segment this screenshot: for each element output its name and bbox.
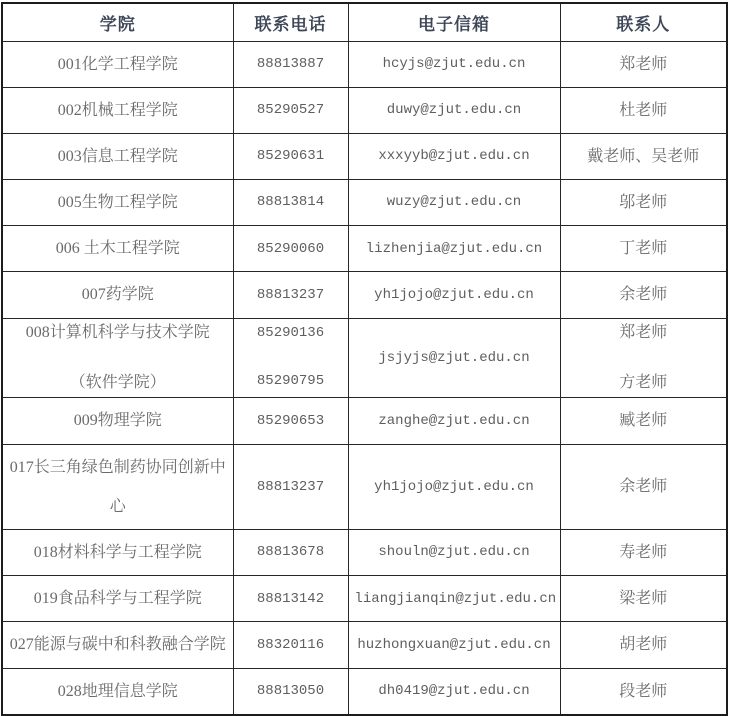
contact-cell	[560, 318, 727, 398]
cell-line: 85290795	[256, 373, 325, 390]
phone-cell: 85290653	[233, 398, 348, 444]
cell-line: 郑老师	[619, 323, 668, 341]
table-row	[2, 87, 727, 133]
email-cell: duwy@zjut.edu.cn	[348, 87, 560, 133]
table-row	[2, 576, 727, 622]
table-row	[2, 272, 727, 318]
email-cell: zanghe@zjut.edu.cn	[348, 398, 560, 444]
email-cell: yh1jojo@zjut.edu.cn	[348, 444, 560, 529]
header-phone: 联系电话	[233, 3, 348, 41]
phone-cell: 88813887	[233, 41, 348, 87]
contact-cell: 余老师	[560, 444, 727, 529]
phone-cell: 88813678	[233, 529, 348, 575]
phone-cell: 85290527	[233, 87, 348, 133]
table-row	[2, 529, 727, 575]
cell-line: 方老师	[619, 374, 668, 392]
header-row	[2, 3, 727, 41]
college-cell: 002机械工程学院	[2, 87, 233, 133]
phone-cell: 88813237	[233, 444, 348, 529]
college-cell	[2, 318, 233, 398]
email-cell: wuzy@zjut.edu.cn	[348, 180, 560, 226]
contact-cell: 寿老师	[560, 529, 727, 575]
college-cell: 003信息工程学院	[2, 133, 233, 179]
cell-line: 85290136	[256, 325, 325, 342]
contact-table	[1, 2, 728, 716]
email-cell: xxxyyb@zjut.edu.cn	[348, 133, 560, 179]
contact-cell: 余老师	[560, 272, 727, 318]
college-cell: 001化学工程学院	[2, 41, 233, 87]
table-row	[2, 180, 727, 226]
email-cell: yh1jojo@zjut.edu.cn	[348, 272, 560, 318]
email-cell: jsjyjs@zjut.edu.cn	[348, 318, 560, 398]
table-row	[2, 398, 727, 444]
contact-cell: 杜老师	[560, 87, 727, 133]
college-cell: 028地理信息学院	[2, 668, 233, 715]
college-cell: 009物理学院	[2, 398, 233, 444]
phone-cell	[233, 318, 348, 398]
email-cell: liangjianqin@zjut.edu.cn	[348, 576, 560, 622]
college-cell: 005生物工程学院	[2, 180, 233, 226]
table-row	[2, 133, 727, 179]
phone-cell: 85290631	[233, 133, 348, 179]
cell-line: （软件学院）	[69, 374, 166, 392]
email-cell: shouln@zjut.edu.cn	[348, 529, 560, 575]
phone-cell: 88813050	[233, 668, 348, 715]
phone-cell: 85290060	[233, 226, 348, 272]
contact-cell: 邬老师	[560, 180, 727, 226]
email-cell: lizhenjia@zjut.edu.cn	[348, 226, 560, 272]
email-cell: huzhongxuan@zjut.edu.cn	[348, 622, 560, 668]
table-row	[2, 622, 727, 668]
contact-cell: 臧老师	[560, 398, 727, 444]
contact-cell: 丁老师	[560, 226, 727, 272]
table-body	[2, 41, 727, 715]
table-row	[2, 668, 727, 715]
contact-cell: 段老师	[560, 668, 727, 715]
phone-cell: 88813814	[233, 180, 348, 226]
contact-cell: 梁老师	[560, 576, 727, 622]
header-email: 电子信箱	[348, 3, 560, 41]
contact-cell: 郑老师	[560, 41, 727, 87]
college-cell: 019食品科学与工程学院	[2, 576, 233, 622]
college-cell: 006 土木工程学院	[2, 226, 233, 272]
college-cell: 017长三角绿色制药协同创新中心	[2, 444, 233, 529]
college-cell: 007药学院	[2, 272, 233, 318]
phone-cell: 88813142	[233, 576, 348, 622]
table-header	[2, 3, 727, 41]
header-contact: 联系人	[560, 3, 727, 41]
email-cell: dh0419@zjut.edu.cn	[348, 668, 560, 715]
header-college: 学院	[2, 3, 233, 41]
phone-cell: 88813237	[233, 272, 348, 318]
college-cell: 018材料科学与工程学院	[2, 529, 233, 575]
table-row	[2, 318, 727, 398]
email-cell: hcyjs@zjut.edu.cn	[348, 41, 560, 87]
cell-line: 008计算机科学与技术学院	[25, 323, 210, 341]
contact-cell: 胡老师	[560, 622, 727, 668]
table-row	[2, 226, 727, 272]
table-row	[2, 444, 727, 529]
college-cell: 027能源与碳中和科教融合学院	[2, 622, 233, 668]
phone-cell: 88320116	[233, 622, 348, 668]
contact-cell: 戴老师、吴老师	[560, 133, 727, 179]
table-row	[2, 41, 727, 87]
